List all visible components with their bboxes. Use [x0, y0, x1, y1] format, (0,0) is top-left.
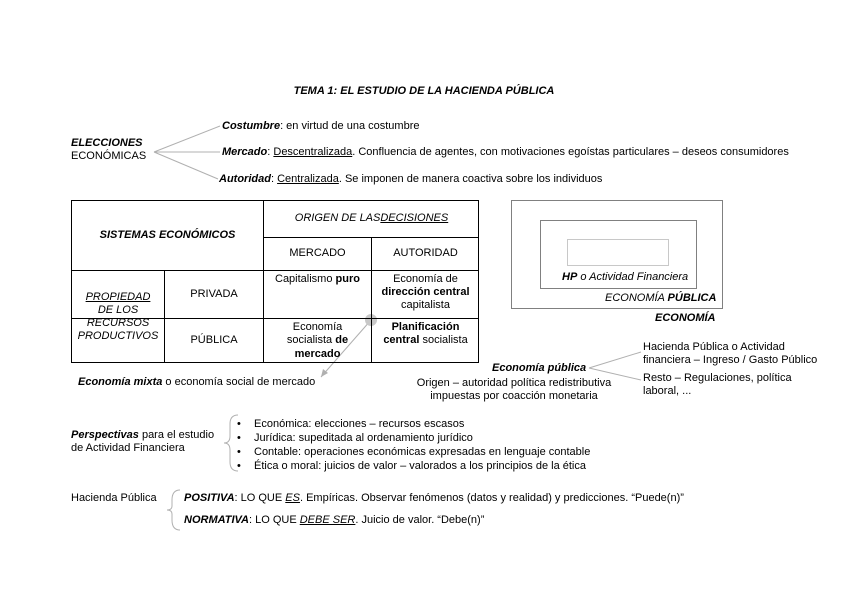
costumbre-line: Costumbre: en virtud de una costumbre [222, 120, 420, 132]
origen-header: ORIGEN DE LAS DECISIONES [294, 212, 449, 225]
normativa-line: NORMATIVA: LO QUE DEBE SER. Juicio de valor. “Debe(n)” [184, 514, 485, 526]
page-title: TEMA 1: EL ESTUDIO DE LA HACIENDA PÚBLICA [293, 85, 555, 97]
origen-text: Origen – autoridad política redistributiva impuestas por coacción monetaria [416, 377, 612, 402]
perspectivas-label: Perspectivas para el estudio de Actividad Financiera [71, 429, 215, 454]
hacienda-publica-label: Hacienda Pública [71, 492, 157, 504]
list-item: • Ética o moral: juicios de valor – valorados a los principios de la ética [237, 459, 590, 473]
economia-label: ECONOMÍA [655, 312, 716, 324]
economia-publica-heading: Economía pública [492, 362, 587, 374]
resto-text: Resto – Regulaciones, política laboral, ... [643, 372, 792, 397]
hp-label: HP o Actividad Financiera [562, 271, 689, 283]
economia-socialista-cell: Economía socialista de mercado [286, 321, 349, 360]
hacienda-actividad-text: Hacienda Pública o Actividad financiera – Ingreso / Gasto Público [643, 341, 818, 366]
positiva-line: POSITIVA: LO QUE ES. Empíricas. Observar fenómenos (datos y realidad) y predicciones. “Puede(n)” [184, 492, 684, 504]
sistemas-header: SISTEMAS ECONÓMICOS [99, 228, 236, 241]
autoridad-line: Autoridad: Centralizada. Se imponen de manera coactiva sobre los individuos [219, 173, 603, 185]
capitalismo-puro-cell: Capitalismo puro [275, 273, 360, 285]
perspectivas-list [237, 417, 590, 473]
publica-row-header: PÚBLICA [190, 334, 238, 347]
list-item: • Contable: operaciones económicas expresadas en lenguaje contable [237, 445, 590, 459]
privada-row-header: PRIVADA [190, 287, 238, 300]
direccion-central-cell: Economía de dirección central capitalista [381, 273, 470, 312]
list-item: • Económica: elecciones – recursos escasos [237, 417, 590, 431]
mercado-column-header: MERCADO [289, 247, 346, 260]
hp-box [567, 239, 669, 266]
mercado-line: Mercado: Descentralizada. Confluencia de agentes, con motivaciones egoístas particulares – deseos consumidores [222, 146, 789, 158]
planificacion-central-cell: Planificación central socialista [383, 321, 468, 347]
list-item: • Jurídica: supeditada al ordenamiento jurídico [237, 431, 590, 445]
elecciones-label: ELECCIONES ECONÓMICAS [71, 137, 147, 162]
autoridad-column-header: AUTORIDAD [393, 247, 458, 260]
propiedad-header: PROPIEDAD DE LOS RECURSOS PRODUCTIVOS [77, 290, 159, 343]
economia-publica-label: ECONOMÍA PÚBLICA [605, 292, 717, 304]
economia-mixta: Economía mixta o economía social de mercado [78, 376, 316, 388]
sistemas-table [71, 200, 479, 363]
